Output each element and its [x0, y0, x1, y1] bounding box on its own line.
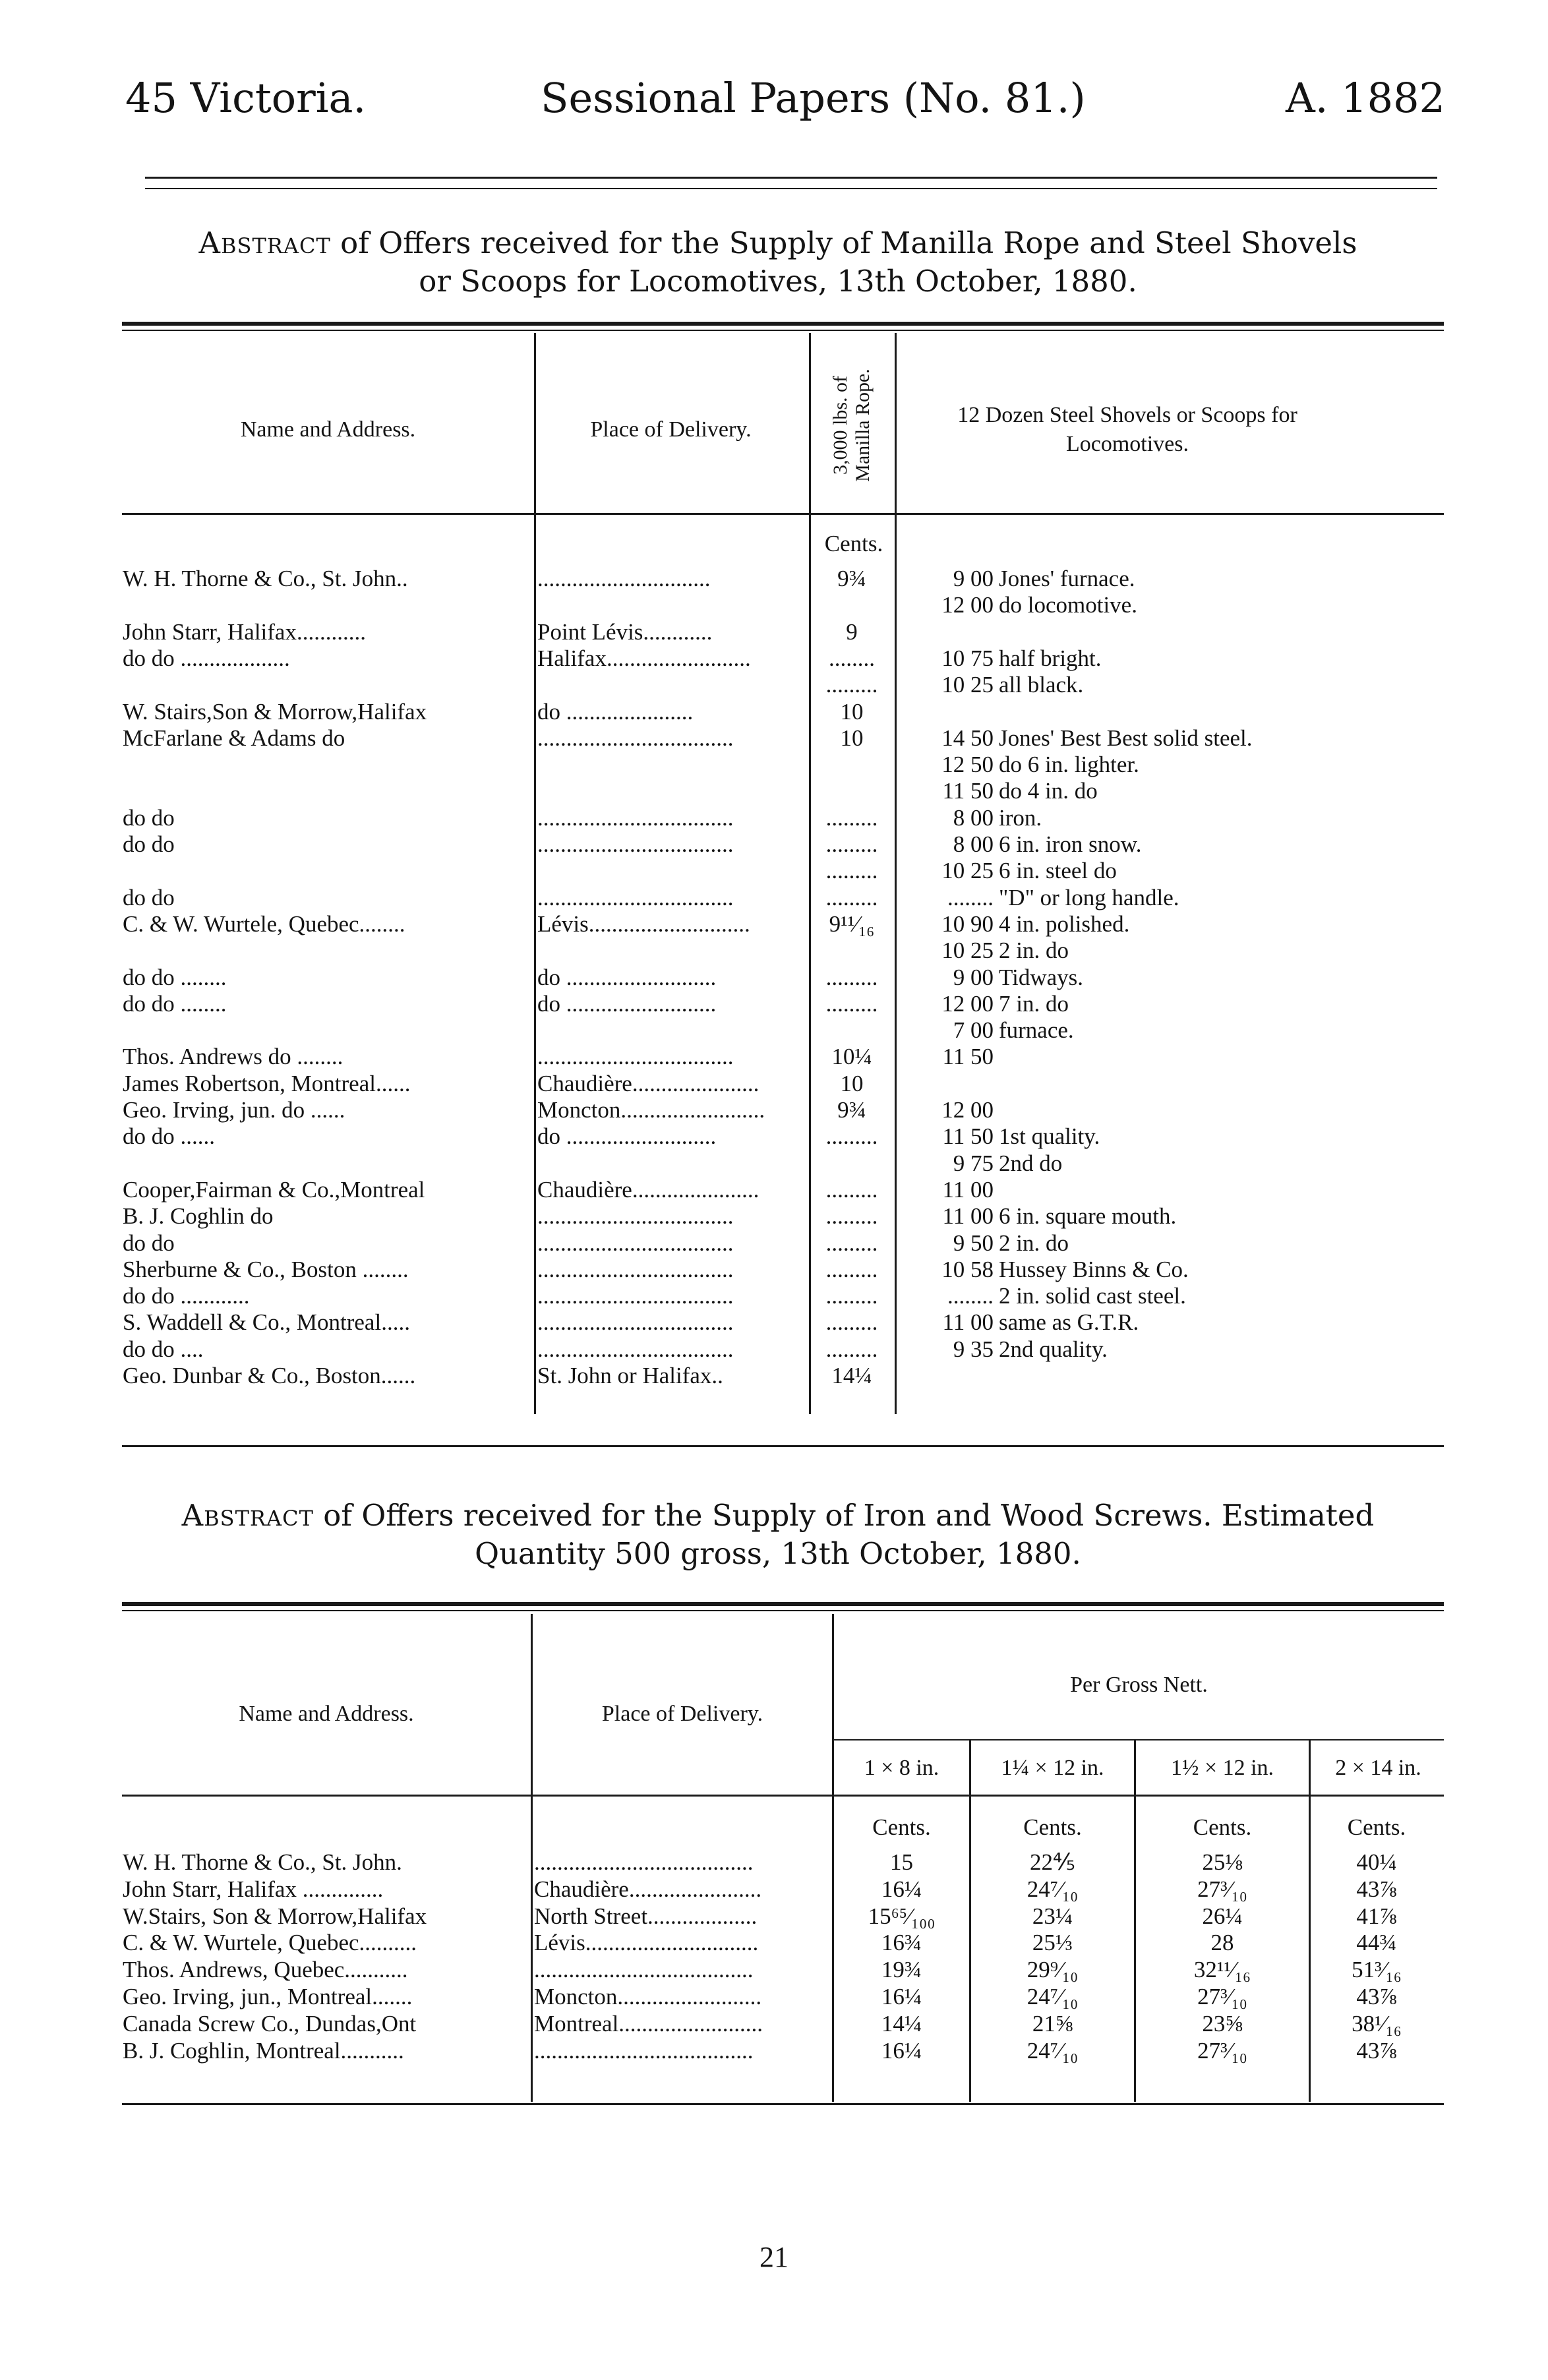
table2-row-place: ...................................... — [534, 1849, 754, 1875]
table1-row-desc: 6 in. steel do — [999, 858, 1117, 883]
table1-row-name: do do — [123, 805, 175, 831]
table1-row-price: 10 25 — [941, 937, 994, 963]
table1-row-rope: ......... — [825, 831, 878, 857]
table2-unit-cents: Cents. — [1347, 1814, 1406, 1840]
table2-row-value: 26¼ — [1202, 1903, 1243, 1929]
table1-row-price: ........ — [947, 885, 994, 910]
table1-row-desc: iron. — [999, 805, 1042, 831]
table1-row-name: do do — [123, 831, 175, 857]
table2-row-name: Thos. Andrews, Quebec........... — [123, 1957, 408, 1982]
table1-row-price: 12 00 — [941, 1097, 994, 1123]
table1-head-name: Name and Address. — [240, 417, 416, 442]
table1-row-desc: 2 in. do — [999, 937, 1069, 963]
table1-row-price: 12 50 — [941, 752, 994, 777]
table1-rule-top-thin — [122, 330, 1444, 331]
table2-row-value: 19¾ — [881, 1957, 922, 1982]
table2-row-value: 44¾ — [1356, 1930, 1397, 1955]
table1-row-name: do do ........ — [123, 991, 227, 1017]
table1-row-place: Halifax......................... — [537, 645, 751, 671]
table1-row-price: 11 00 — [942, 1177, 994, 1203]
table2-row-value: 22⅘ — [1030, 1849, 1075, 1875]
table2-row-name: C. & W. Wurtele, Quebec.......... — [123, 1930, 417, 1955]
table1-row-name: Sherburne & Co., Boston ........ — [123, 1257, 409, 1282]
table2-row-name: W. H. Thorne & Co., St. John. — [123, 1849, 402, 1875]
table2-row-value: 15 — [890, 1849, 913, 1875]
table1-row-place: Chaudière...................... — [537, 1071, 759, 1096]
table2-head-size-3: 1½ × 12 in. — [1170, 1756, 1274, 1780]
table2-row-name: B. J. Coghlin, Montreal........... — [123, 2038, 404, 2064]
table1-head-place: Place of Delivery. — [590, 417, 752, 442]
table2-title-rest: of Offers received for the Supply of Iron and Wood Screws. Estimated — [323, 1498, 1375, 1533]
table1-row-rope: ......... — [825, 1203, 878, 1229]
table2-row-name: John Starr, Halifax .............. — [123, 1876, 384, 1902]
table2-rule-top-thin — [122, 1610, 1444, 1611]
table1-row-rope: ......... — [825, 965, 878, 990]
table1-row-price: 8 00 — [953, 831, 994, 857]
table1-rule-bottom — [122, 1445, 1444, 1447]
table1-row-desc: do locomotive. — [999, 592, 1137, 618]
table1-row-desc: "D" or long handle. — [999, 885, 1179, 910]
table1-row-price: ........ — [947, 1283, 994, 1309]
table2-row-value: 51³⁄₁₆ — [1352, 1957, 1402, 1982]
table1-row-price: 9 75 — [953, 1150, 994, 1176]
table2-head-size-2: 1¼ × 12 in. — [1001, 1756, 1104, 1780]
table1-row-price: 10 25 — [941, 858, 994, 883]
table2-row-place: ...................................... — [534, 2038, 754, 2064]
table1-row-desc: 2nd do — [999, 1150, 1063, 1176]
table2-unit-cents: Cents. — [872, 1814, 931, 1840]
table1-row-place: St. John or Halifax.. — [537, 1363, 723, 1388]
table1-row-desc: 1st quality. — [999, 1123, 1100, 1149]
table2-head-name: Name and Address. — [239, 1702, 414, 1726]
table1-row-price: 11 50 — [942, 1044, 994, 1069]
page-number: 21 — [759, 2241, 789, 2273]
table1-row-desc: 2nd quality. — [999, 1336, 1108, 1362]
table1-row-rope: 10 — [840, 699, 864, 725]
table2-row-value: 40¼ — [1356, 1849, 1397, 1875]
table2-head-place: Place of Delivery. — [601, 1702, 763, 1726]
table1-head-rope-text: 3,000 lbs. of Manilla Rope. — [829, 369, 874, 482]
table1-row-name: C. & W. Wurtele, Quebec........ — [123, 911, 405, 937]
table1-row-name: Geo. Dunbar & Co., Boston...... — [123, 1363, 416, 1388]
table1-title-line2: or Scoops for Locomotives, 13th October, 1880. — [419, 264, 1137, 299]
table1-row-place: .................................. — [537, 1309, 734, 1335]
table2-title — [99, 1497, 1457, 1573]
table2-row-value: 16¼ — [881, 1984, 922, 2009]
table1-row-place: .................................. — [537, 1044, 734, 1069]
table1-row-price: 11 50 — [942, 778, 994, 804]
table1-head-shovels: 12 Dozen Steel Shovels or Scoops for Locomotives. — [957, 403, 1297, 456]
table1-row-rope: ......... — [825, 805, 878, 831]
table2-rule-subhead — [832, 1739, 1444, 1740]
table1-row-rope: 10 — [840, 1071, 864, 1096]
table1-row-place: Moncton......................... — [537, 1097, 765, 1123]
table1-row-place: do .......................... — [537, 965, 717, 990]
header-rule-top — [145, 177, 1437, 179]
table1-row-name: John Starr, Halifax............ — [123, 619, 366, 645]
table1-row-price: 11 50 — [942, 1123, 994, 1149]
table1-row-place: do ...................... — [537, 699, 694, 725]
table2-title-lead: Abstract — [181, 1498, 314, 1533]
table1-row-place: .................................. — [537, 1230, 734, 1256]
header-sessional-papers: Sessional Papers (No. 81.) — [541, 74, 1086, 122]
table1-row-desc: Hussey Binns & Co. — [999, 1257, 1189, 1282]
table1-row-place: do .......................... — [537, 991, 717, 1017]
table1-row-rope: 9¹¹⁄₁₆ — [829, 911, 875, 937]
table1-row-place: do .......................... — [537, 1123, 717, 1149]
table2-row-value: 16¼ — [881, 1876, 922, 1902]
table1-row-price: 9 00 — [953, 566, 994, 591]
table2-row-value: 21⅝ — [1032, 2011, 1073, 2037]
table1-col-divider-2 — [809, 333, 811, 1414]
table1-row-desc: 4 in. polished. — [999, 911, 1130, 937]
table1-row-rope: ......... — [825, 1283, 878, 1309]
table1-row-price: 10 90 — [941, 911, 994, 937]
table1-row-desc: 6 in. iron snow. — [999, 831, 1142, 857]
table1-row-price: 14 50 — [941, 725, 994, 751]
table1-row-name: W. Stairs,Son & Morrow,Halifax — [123, 699, 427, 725]
table1-row-rope: ......... — [825, 1336, 878, 1362]
table1-row-rope: ......... — [825, 858, 878, 883]
table1-row-place: Point Lévis............ — [537, 619, 713, 645]
table1-row-place: .................................. — [537, 885, 734, 910]
table1-row-name: do do — [123, 1230, 175, 1256]
table1-row-place: Chaudière...................... — [537, 1177, 759, 1203]
table2-row-value: 15⁶⁵⁄₁₀₀ — [868, 1903, 936, 1929]
table2-row-value: 43⅞ — [1356, 1984, 1397, 2009]
table2-row-value: 25⅛ — [1202, 1849, 1243, 1875]
table2-row-place: Lévis.............................. — [534, 1930, 759, 1955]
table1-row-rope: ......... — [825, 1123, 878, 1149]
table1-row-rope: 9¾ — [837, 566, 866, 591]
table2-row-value: 38¹⁄₁₆ — [1352, 2011, 1402, 2037]
table1-row-place: .............................. — [537, 566, 711, 591]
table1-title-rest: of Offers received for the Supply of Manilla Rope and Steel Shovels — [340, 225, 1357, 260]
table1-row-rope: ......... — [825, 1257, 878, 1282]
table2-row-value: 24⁷⁄₁₀ — [1027, 1984, 1079, 2009]
table1-col-divider-3 — [895, 333, 897, 1414]
table1-row-price: 12 00 — [941, 991, 994, 1017]
table2-row-value: 25⅓ — [1032, 1930, 1073, 1955]
table1-row-name: S. Waddell & Co., Montreal..... — [123, 1309, 410, 1335]
table2-row-value: 27³⁄₁₀ — [1197, 1876, 1247, 1902]
table1-row-place: .................................. — [537, 1203, 734, 1229]
table1-row-place: .................................. — [537, 1336, 734, 1362]
table1-rule-head — [122, 513, 1444, 515]
table1-rule-top-thick — [122, 322, 1444, 326]
table2-row-value: 14¼ — [881, 2011, 922, 2037]
table1-unit-cents: Cents. — [824, 531, 883, 556]
table1-row-rope: 9¾ — [837, 1097, 866, 1123]
table2-head-size-4: 2 × 14 in. — [1335, 1756, 1421, 1780]
table1-row-desc: same as G.T.R. — [999, 1309, 1139, 1335]
table1-row-place: .................................. — [537, 831, 734, 857]
table1-row-price: 10 25 — [941, 672, 994, 698]
table2-rule-top-thick — [122, 1602, 1444, 1606]
table1-row-place: .................................. — [537, 1283, 734, 1309]
table2-row-place: North Street................... — [534, 1903, 758, 1929]
table1-row-name: Geo. Irving, jun. do ...... — [123, 1097, 345, 1123]
table1-row-name: do do .... — [123, 1336, 204, 1362]
table2-row-value: 27³⁄₁₀ — [1197, 2038, 1247, 2064]
table1-row-desc: 7 in. do — [999, 991, 1069, 1017]
table1-row-rope: 10 — [840, 725, 864, 751]
table2-row-value: 16¾ — [881, 1930, 922, 1955]
table2-row-value: 41⅞ — [1356, 1903, 1397, 1929]
table1-row-price: 9 00 — [953, 965, 994, 990]
table2-col-divider-1 — [531, 1614, 533, 2102]
table1-title-lead: Abstract — [198, 225, 331, 260]
table1-row-name: W. H. Thorne & Co., St. John.. — [123, 566, 408, 591]
table1-row-desc: Jones' furnace. — [999, 566, 1135, 591]
table1-row-desc: do 4 in. do — [999, 778, 1098, 804]
table1-row-rope: ......... — [825, 991, 878, 1017]
table1-row-desc: all black. — [999, 672, 1084, 698]
table2-row-value: 28 — [1210, 1930, 1234, 1955]
header-volume: 45 Victoria. — [125, 74, 367, 122]
table1-row-desc: 2 in. do — [999, 1230, 1069, 1256]
table2-row-place: Montreal......................... — [534, 2011, 763, 2037]
table1-row-price: 9 50 — [953, 1230, 994, 1256]
table2-rule-head — [122, 1795, 1444, 1797]
table2-row-value: 27³⁄₁₀ — [1197, 1984, 1247, 2009]
table2-row-name: W.Stairs, Son & Morrow,Halifax — [123, 1903, 427, 1929]
table1-row-name: James Robertson, Montreal...... — [123, 1071, 411, 1096]
table1-row-desc: 2 in. solid cast steel. — [999, 1283, 1186, 1309]
table1-row-rope: 9 — [846, 619, 858, 645]
table1-row-name: do do ................... — [123, 645, 290, 671]
table1-row-rope: ......... — [825, 1309, 878, 1335]
table2-unit-cents: Cents. — [1023, 1814, 1082, 1840]
table2-head-group: Per Gross Nett. — [1070, 1673, 1208, 1697]
table2-row-value: 24⁷⁄₁₀ — [1027, 2038, 1079, 2064]
table2-row-value: 23¼ — [1032, 1903, 1073, 1929]
table1-row-price: 10 75 — [941, 645, 994, 671]
table2-row-name: Geo. Irving, jun., Montreal....... — [123, 1984, 413, 2009]
table1-row-name: Thos. Andrews do ........ — [123, 1044, 343, 1069]
table1-col-divider-1 — [534, 333, 536, 1414]
table1-row-price: 7 00 — [953, 1017, 994, 1043]
table2-row-value: 24⁷⁄₁₀ — [1027, 1876, 1079, 1902]
table1-row-desc: Tidways. — [999, 965, 1084, 990]
table2-head-size-1: 1 × 8 in. — [864, 1756, 939, 1780]
table1-row-name: B. J. Coghlin do — [123, 1203, 274, 1229]
table1-row-price: 11 00 — [942, 1203, 994, 1229]
table2-row-value: 32¹¹⁄₁₆ — [1193, 1957, 1251, 1982]
table1-row-name: Cooper,Fairman & Co.,Montreal — [123, 1177, 425, 1203]
table1-row-rope: ......... — [825, 672, 878, 698]
table2-row-place: ...................................... — [534, 1957, 754, 1982]
table1-row-place: .................................. — [537, 725, 734, 751]
table1-row-name: do do ...... — [123, 1123, 215, 1149]
table1-row-price: 11 00 — [942, 1309, 994, 1335]
table2-row-name: Canada Screw Co., Dundas,Ont — [123, 2011, 417, 2037]
table1-row-rope: 14¼ — [831, 1363, 872, 1388]
header-rule-bottom — [145, 188, 1437, 189]
table1-row-rope: 10¼ — [831, 1044, 872, 1069]
table2-row-value: 16¼ — [881, 2038, 922, 2064]
table1-row-place: .................................. — [537, 805, 734, 831]
table1-row-desc: half bright. — [999, 645, 1102, 671]
table1-row-price: 8 00 — [953, 805, 994, 831]
table2-row-value: 43⅞ — [1356, 1876, 1397, 1902]
table1-row-place: Lévis............................ — [537, 911, 750, 937]
table2-title-line2: Quantity 500 gross, 13th October, 1880. — [475, 1536, 1081, 1571]
table2-row-place: Moncton......................... — [534, 1984, 762, 2009]
table1-row-name: do do — [123, 885, 175, 910]
table1-row-rope: ......... — [825, 1230, 878, 1256]
table1-row-price: 12 00 — [941, 592, 994, 618]
header-year: A. 1882 — [1286, 74, 1445, 122]
table2-rule-bottom — [122, 2103, 1444, 2105]
table2-row-value: 43⅞ — [1356, 2038, 1397, 2064]
table1-row-rope: ......... — [825, 885, 878, 910]
table1-row-name: McFarlane & Adams do — [123, 725, 345, 751]
table1-row-price: 9 35 — [953, 1336, 994, 1362]
table1-head-rope — [812, 343, 891, 508]
table1-title — [99, 224, 1457, 301]
table1-row-desc: Jones' Best Best solid steel. — [999, 725, 1253, 751]
table1-row-desc: do 6 in. lighter. — [999, 752, 1139, 777]
table2-unit-cents: Cents. — [1193, 1814, 1252, 1840]
table1-row-rope: ........ — [829, 645, 875, 671]
table1-row-name: do do ............ — [123, 1283, 250, 1309]
table1-row-price: 10 58 — [941, 1257, 994, 1282]
table2-row-value: 29⁹⁄₁₀ — [1027, 1957, 1079, 1982]
table1-row-desc: 6 in. square mouth. — [999, 1203, 1177, 1229]
table1-row-rope: ......... — [825, 1177, 878, 1203]
table2-row-value: 23⅝ — [1202, 2011, 1243, 2037]
table1-row-name: do do ........ — [123, 965, 227, 990]
table2-row-place: Chaudière....................... — [534, 1876, 762, 1902]
table1-row-place: .................................. — [537, 1257, 734, 1282]
table1-row-desc: furnace. — [999, 1017, 1074, 1043]
